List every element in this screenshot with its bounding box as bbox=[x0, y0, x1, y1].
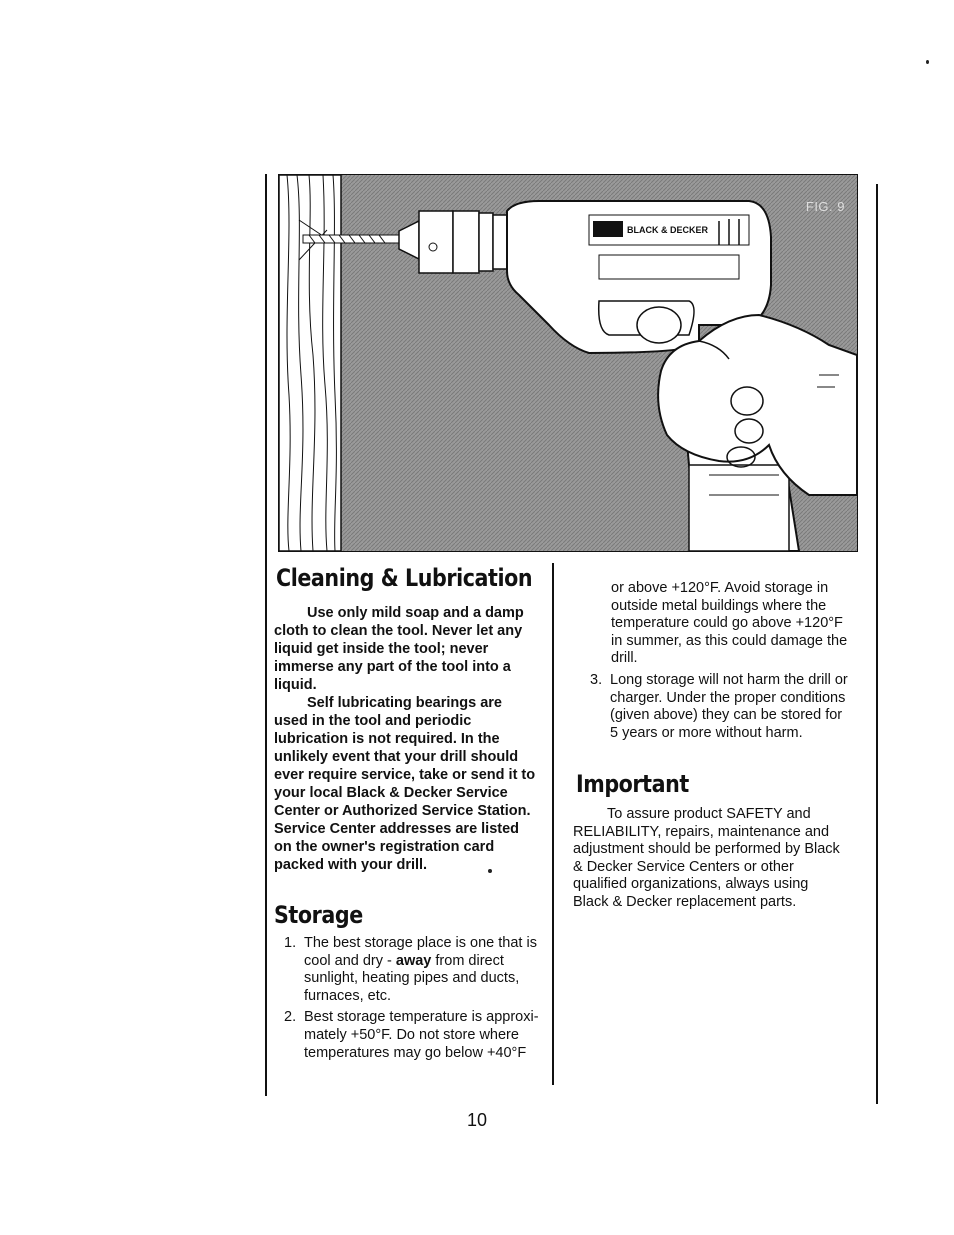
cleaning-paragraph-2: Self lubricating bearings are used in the tool and periodic lubrication is not required. In the unlikely event that your drill should ever require service, take or send it to your local Black & Decker Service Center or Authorized Service Station. Service Center addresses are listed on the owner's registration card packed with your drill. bbox=[274, 695, 536, 873]
left-margin-rule bbox=[265, 174, 267, 1096]
storage-item-2 bbox=[284, 1009, 546, 1062]
cleaning-heading: Cleaning & Lubrication bbox=[276, 564, 533, 592]
storage-list-right bbox=[590, 580, 852, 746]
storage-item-3-text: Long storage will not harm the drill or charger. Under the proper conditions (given above) they can be stored for 5 years or more without harm. bbox=[610, 671, 848, 741]
figure-label: FIG. 9 bbox=[805, 199, 845, 214]
storage-item-1-text-a: The best storage place is one that is cool and dry - bbox=[304, 935, 537, 969]
cleaning-section bbox=[274, 604, 536, 874]
storage-item-2-number: 2. bbox=[284, 1009, 297, 1026]
drill-drawing bbox=[279, 175, 857, 551]
storage-item-2-continued: or above +120°F. Avoid storage in outside metal buildings where the temperature could go above +120°F in summer, as this could damage the drill. bbox=[611, 580, 848, 667]
drill-illustration bbox=[278, 174, 858, 552]
storage-item-3 bbox=[590, 672, 852, 742]
column-divider-rule bbox=[552, 563, 554, 1085]
page-number: 10 bbox=[466, 1110, 488, 1130]
important-heading: Important bbox=[576, 770, 689, 798]
important-section bbox=[573, 806, 845, 912]
wood-board bbox=[279, 175, 341, 551]
drill-bit bbox=[303, 235, 403, 243]
right-margin-rule bbox=[876, 184, 878, 1104]
storage-item-1-number: 1. bbox=[284, 935, 297, 951]
svg-text:BLACK & DECKER: BLACK & DECKER bbox=[627, 225, 708, 235]
storage-item-1-text-b: from direct sunlight, heating pipes and ducts, furnaces, etc. bbox=[304, 952, 520, 1004]
storage-item-1 bbox=[284, 935, 546, 1005]
storage-item-2-text: Best storage temperature is approximately +50°F. Do not store where temperatures may go below +40°F bbox=[304, 1009, 539, 1061]
storage-item-3-number: 3. bbox=[590, 671, 603, 688]
storage-list-left bbox=[284, 935, 546, 1066]
storage-item-1-emphasis: away bbox=[395, 952, 432, 969]
cleaning-paragraph-1: Use only mild soap and a damp cloth to clean the tool. Never let any liquid get inside the tool; never immerse any part of the tool into a liquid. bbox=[274, 605, 524, 693]
scan-speck bbox=[926, 60, 929, 64]
important-text: To assure product SAFETY and RELIABILITY, repairs, maintenance and adjustment should be performed by Black & Decker Service Centers or other qualified organizations, always using Black & Decker replacement parts. bbox=[573, 806, 840, 910]
storage-heading: Storage bbox=[274, 901, 363, 929]
